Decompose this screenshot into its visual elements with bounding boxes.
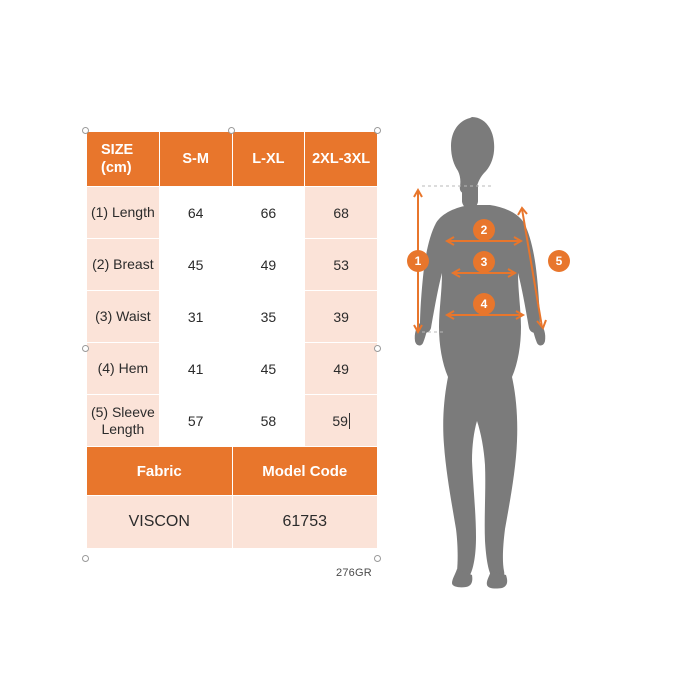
footer-value-fabric: VISCON	[87, 496, 233, 549]
woman-silhouette	[415, 117, 546, 589]
cell-waist-lxl: 35	[232, 291, 305, 343]
cell-hem-lxl: 45	[232, 343, 305, 395]
size-table-container[interactable]	[86, 131, 378, 549]
footer-label-model-code: Model Code	[232, 447, 378, 496]
table-row	[87, 291, 378, 343]
cell-length-sm: 64	[159, 187, 232, 239]
resize-handle-top-left[interactable]	[82, 127, 89, 134]
badge-1-length: 1	[407, 250, 429, 272]
model-code-note: 276GR	[336, 567, 372, 579]
badge-2-breast: 2	[473, 219, 495, 241]
resize-handle-top-right[interactable]	[374, 127, 381, 134]
resize-handle-middle-left[interactable]	[82, 345, 89, 352]
cell-sleeve-2xl3xl-text: 59	[332, 412, 348, 429]
header-size-line1: SIZE	[101, 141, 134, 158]
header-col-lxl: L-XL	[232, 132, 305, 187]
table-header-row	[87, 132, 378, 187]
figure-svg	[398, 105, 688, 595]
cell-length-2xl3xl: 68	[305, 187, 378, 239]
model-figure	[398, 105, 688, 595]
badge-5-sleeve: 5	[548, 250, 570, 272]
row-label-length: (1) Length	[87, 187, 160, 239]
header-col-2xl3xl: 2XL-3XL	[305, 132, 378, 187]
cell-length-lxl: 66	[232, 187, 305, 239]
cell-sleeve-sm: 57	[159, 395, 232, 447]
header-size-line2: (cm)	[101, 160, 132, 176]
cell-hem-2xl3xl: 49	[305, 343, 378, 395]
resize-handle-middle-right[interactable]	[374, 345, 381, 352]
cell-breast-sm: 45	[159, 239, 232, 291]
table-row	[87, 395, 378, 447]
table-row	[87, 239, 378, 291]
cell-breast-2xl3xl: 53	[305, 239, 378, 291]
footer-value-model-code: 61753	[232, 496, 378, 549]
header-size-cell	[87, 132, 160, 187]
cell-waist-sm: 31	[159, 291, 232, 343]
badge-3-waist: 3	[473, 251, 495, 273]
row-label-waist: (3) Waist	[87, 291, 160, 343]
badge-4-hem: 4	[473, 293, 495, 315]
cell-sleeve-2xl3xl[interactable]	[305, 395, 378, 447]
cell-breast-lxl: 49	[232, 239, 305, 291]
table-footer-band	[87, 447, 378, 496]
cell-waist-2xl3xl: 39	[305, 291, 378, 343]
table-footer-values	[87, 496, 378, 549]
size-table	[86, 131, 378, 549]
row-label-breast: (2) Breast	[87, 239, 160, 291]
row-label-hem: (4) Hem	[87, 343, 160, 395]
cell-hem-sm: 41	[159, 343, 232, 395]
table-row	[87, 343, 378, 395]
table-row	[87, 187, 378, 239]
footer-label-fabric: Fabric	[87, 447, 233, 496]
row-label-sleeve: (5) Sleeve Length	[87, 395, 160, 447]
header-col-sm: S-M	[159, 132, 232, 187]
text-caret	[349, 413, 350, 429]
cell-sleeve-lxl: 58	[232, 395, 305, 447]
resize-handle-bottom-left[interactable]	[82, 555, 89, 562]
resize-handle-top-center[interactable]	[228, 127, 235, 134]
resize-handle-bottom-right[interactable]	[374, 555, 381, 562]
